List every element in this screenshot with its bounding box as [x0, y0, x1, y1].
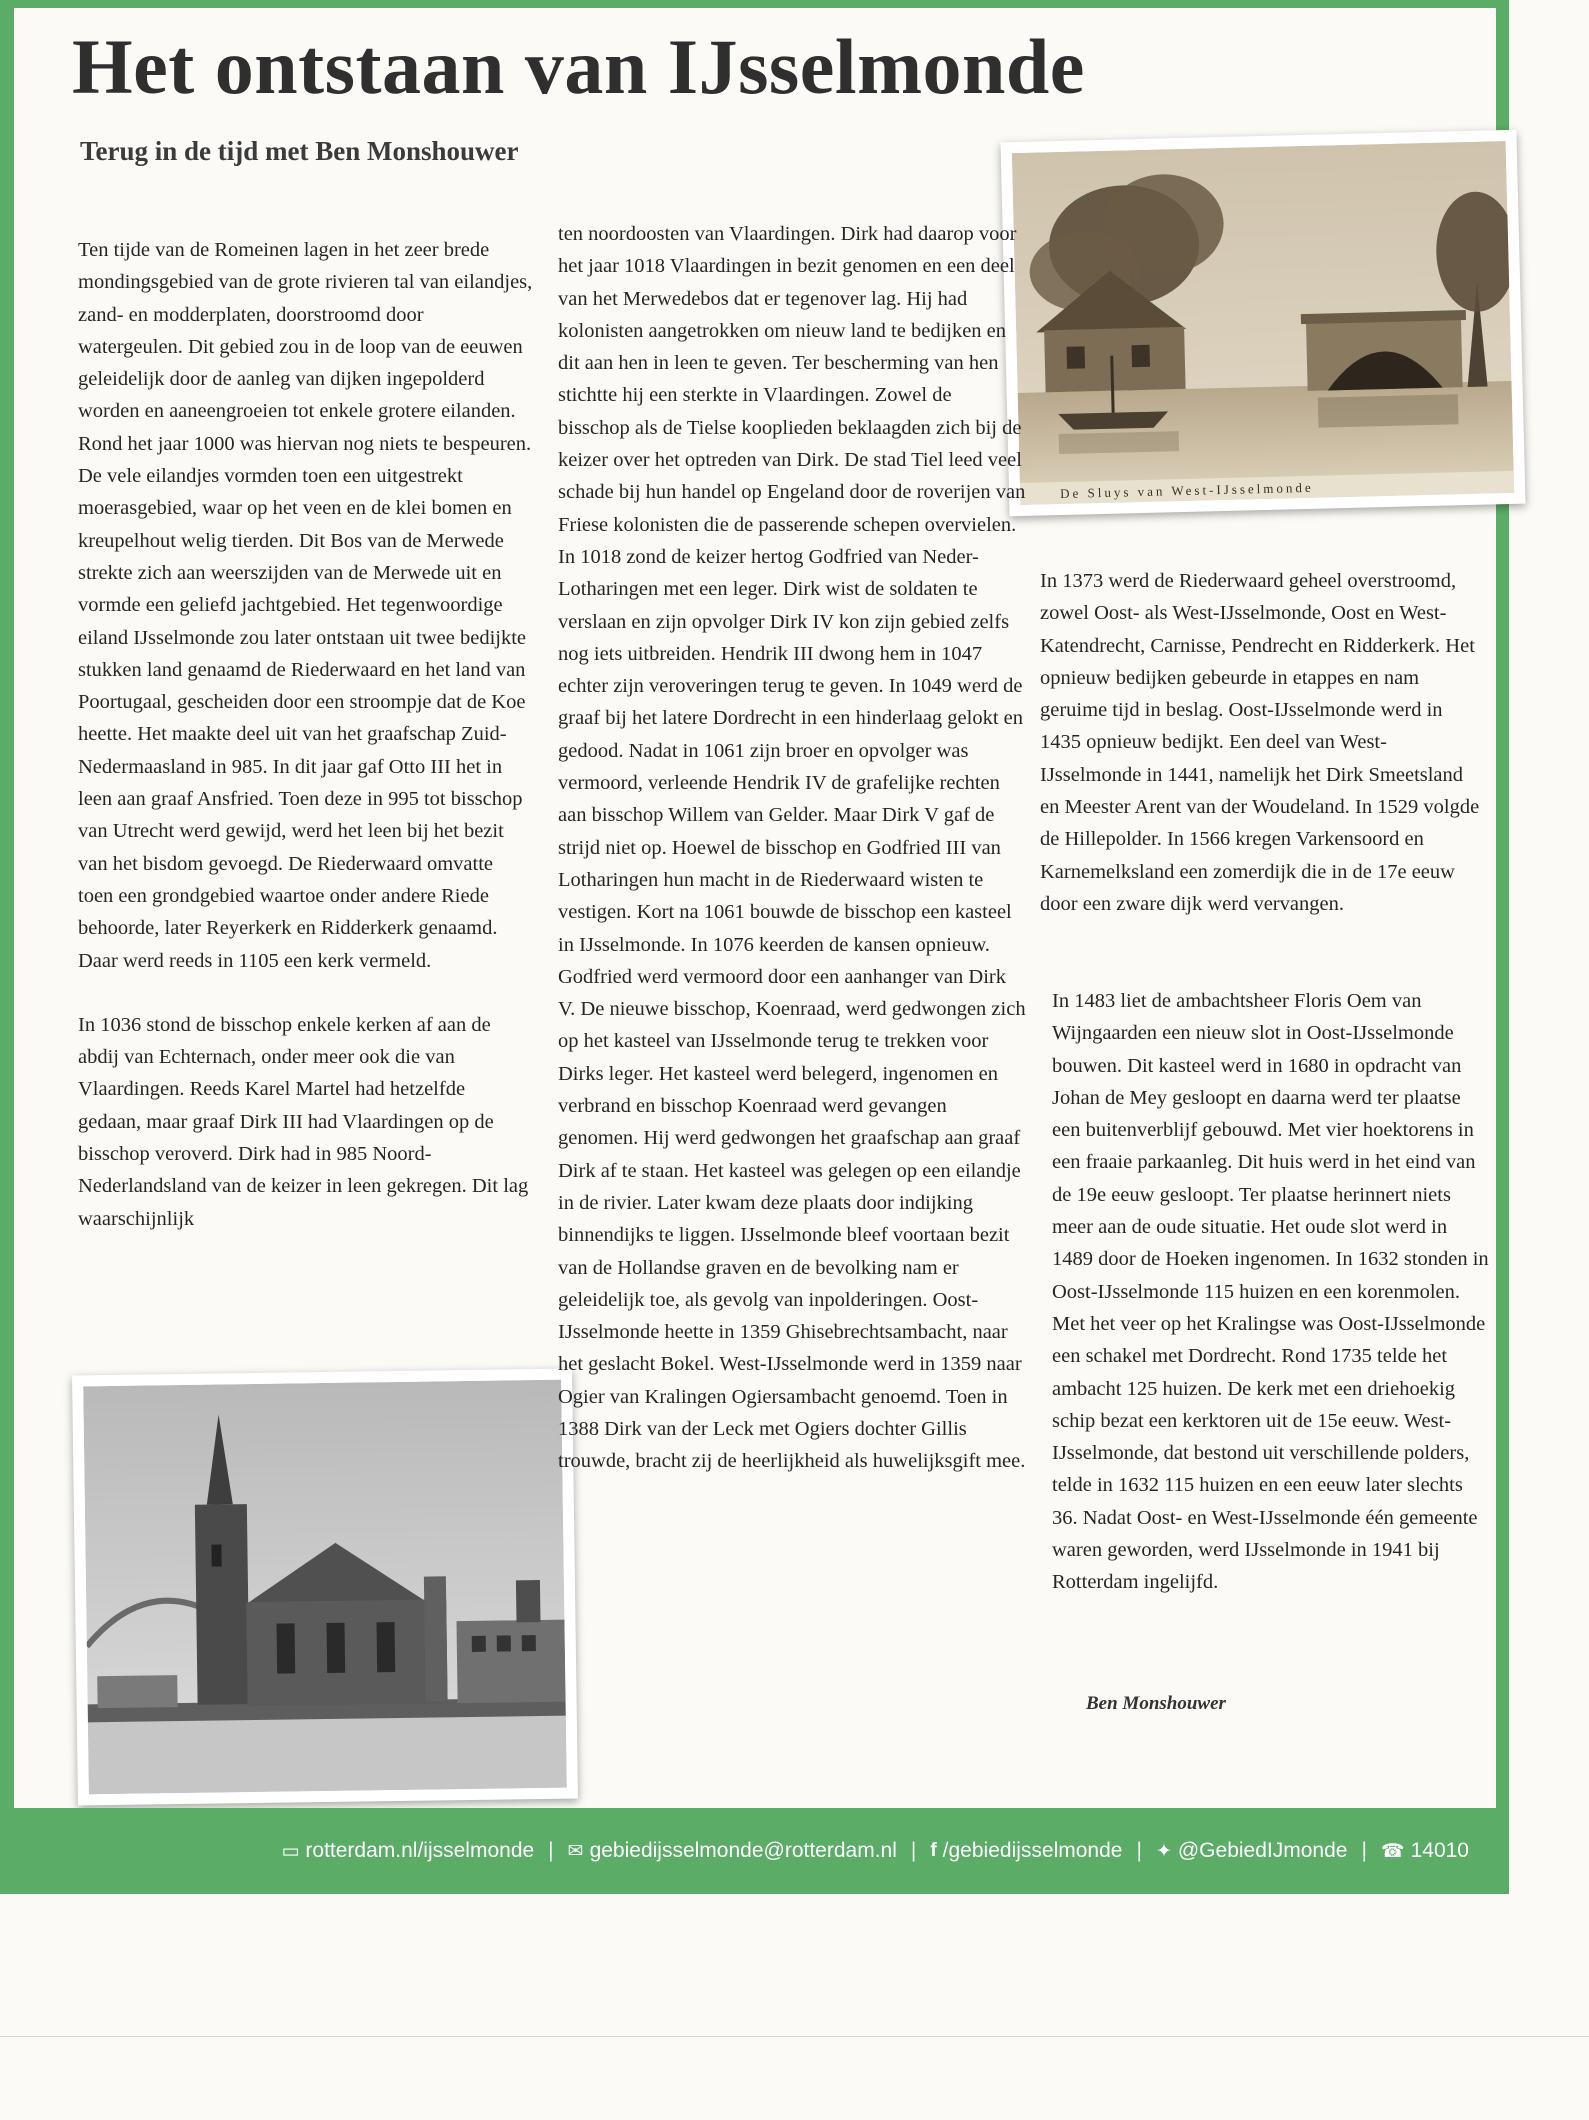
footer-separator: | — [1361, 1839, 1367, 1862]
envelope-icon: ✉ — [567, 1840, 584, 1862]
footer-separator: | — [548, 1839, 554, 1862]
left-green-border — [0, 0, 14, 1845]
page-title: Het ontstaan van IJsselmonde — [72, 23, 1085, 110]
footer-email-text: gebiedijsselmonde@rotterdam.nl — [589, 1839, 897, 1862]
footer-phone[interactable] — [1381, 1839, 1469, 1863]
photo-caption: De Sluys van West-IJsselmonde — [1059, 479, 1314, 502]
twitter-icon: ✦ — [1155, 1840, 1172, 1862]
footer-twitter[interactable] — [1156, 1839, 1348, 1863]
page-subtitle: Terug in de tijd met Ben Monshouwer — [80, 136, 519, 166]
phone-icon: ☎ — [1380, 1840, 1405, 1862]
paragraph: In 1373 werd de Riederwaard geheel overstroomd, zowel Oost- als West-IJsselmonde, Oost en West-Katendrecht, Carnisse, Pendrecht en Ridderkerk. Het opnieuw bedijken gebeurde in etappes en nam geruime tijd in beslag. Oost-IJsselmonde werd in 1435 opnieuw bedijkt. Een deel van West-IJsselmonde in 1441, namelijk het Dirk Smeetsland en Meester Arent van der Woudeland. In 1529 volgde de Hillepolder. In 1566 kregen Varkensoord en Karnemelksland een zomerdijk die in de 17e eeuw door een zware dijk werd vervangen. — [1040, 570, 1480, 915]
article-column-3 — [1040, 565, 1480, 920]
church-photo-image — [83, 1380, 567, 1795]
footer-phone-text: 14010 — [1410, 1839, 1469, 1862]
scan-edge-line — [0, 2036, 1589, 2037]
paragraph: In 1036 stond de bisschop enkele kerken af aan de abdij van Echternach, onder meer ook die van Vlaardingen. Reeds Karel Martel had hetzelfde gedaan, maar graaf Dirk III had Vlaardingen op de bisschop veroverd. Dirk had in 985 Noord-Nederlandsland van de keizer in leen gekregen. Dit lag waarschijnlijk — [78, 1013, 529, 1230]
article-column-1 — [78, 234, 533, 1235]
footer-facebook-text: /gebiedijsselmonde — [942, 1839, 1123, 1862]
facebook-icon: f — [930, 1840, 937, 1861]
footer-contact-bar — [0, 1808, 1509, 1894]
footer-separator: | — [1136, 1839, 1142, 1862]
paragraph: In 1483 liet de ambachtsheer Floris Oem van Wijngaarden een nieuw slot in Oost-IJsselmonde bouwen. Dit kasteel werd in 1680 in opdracht van Johan de Mey gesloopt en daarna werd ter plaatse een buitenverblijf gebouwd. Met vier hoektorens in een fraaie parkaanleg. Dit huis werd in het eind van de 19e eeuw gesloopt. Ter plaatse herinnert niets meer aan de oude situatie. Het oude slot werd in 1489 door de Hoeken ingenomen. In 1632 stonden in Oost-IJsselmonde 115 huizen en een korenmolen. Met het veer op het Kralingse was Oost-IJsselmonde een schakel met Dordrecht. Rond 1735 telde het ambacht 125 huizen. De kerk met een driehoekig schip bezat een kerktoren uit de 15e eeuw. West-IJsselmonde, dat bestond uit verschillende polders, telde in 1632 115 huizen en een eeuw later slechts 36. Nadat Oost- en West-IJsselmonde één gemeente waren geworden, werd IJsselmonde in 1941 bij Rotterdam ingelijfd. — [1052, 990, 1489, 1594]
footer-website[interactable] — [281, 1839, 534, 1863]
photo-church — [72, 1369, 578, 1806]
footer-website-text: rotterdam.nl/ijsselmonde — [305, 1839, 535, 1862]
top-green-border — [0, 0, 1509, 8]
article-column-2 — [558, 218, 1028, 1478]
paragraph: ten noordoosten van Vlaardingen. Dirk had daarop voor het jaar 1018 Vlaardingen in bezit genomen en een deel van het Merwedebos dat er tegenover lag. Hij had kolonisten aangetrokken om nieuw land te bedijken en dit aan hen in leen te geven. Ter bescherming van hen stichtte hij een sterkte in Vlaardingen. Zowel de bisschop als de Tielse kooplieden beklaagden zich bij de keizer over het optreden van Dirk. De stad Tiel leed veel schade bij hun handel op Engeland door de roverijen van Friese kolonisten die de passerende schepen overvielen. In 1018 zond de keizer hertog Godfried van Neder-Lotharingen met een leger. Dirk wist de soldaten te verslaan en zijn opvolger Dirk IV kon zijn gebied zelfs nog iets uitbreiden. Hendrik III dwong hem in 1047 echter zijn veroveringen terug te geven. In 1049 werd de graaf bij het latere Dordrecht in een hinderlaag gelokt en gedood. Nadat in 1061 zijn broer en opvolger was vermoord, verleende Hendrik IV de grafelijke rechten aan bisschop Willem van Gelder. Maar Dirk V gaf de strijd niet op. Hoewel de bisschop en Godfried III van Lotharingen hun macht in de Riederwaard wisten te vestigen. Kort na 1061 bouwde de bisschop een kasteel in IJsselmonde. In 1076 keerden de kansen opnieuw. Godfried werd vermoord door een aanhanger van Dirk V. De nieuwe bisschop, Koenraad, werd gedwongen zich op het kasteel van IJsselmonde terug te trekken voor Dirks leger. Het kasteel werd belegerd, ingenomen en verbrand en bisschop Koenraad werd gevangen genomen. Hij werd gedwongen het graafschap aan graaf Dirk af te staan. Het kasteel was gelegen op een eilandje in de rivier. Later kwam deze plaats door indijking binnendijks te liggen. IJsselmonde bleef voortaan bezit van de Hollandse graven en de bevolking nam er geleidelijk toe, als gevolg van inpolderingen. Oost-IJsselmonde heette in 1359 Ghisebrechtsambacht, naar het geslacht Bokel. West-IJsselmonde werd in 1359 naar Ogier van Kralingen Ogiersambacht genoemd. Toen in 1388 Dirk van der Leck met Ogiers dochter Gillis trouwde, bracht zij de heerlijkheid als huwelijksgift mee. — [558, 223, 1026, 1473]
footer-separator: | — [910, 1839, 917, 1862]
footer-facebook[interactable] — [930, 1839, 1122, 1863]
sluis-engraving-image — [1012, 141, 1514, 505]
footer-twitter-text: @GebiedIJmonde — [1177, 1839, 1348, 1862]
monitor-icon: ▭ — [281, 1840, 300, 1862]
author-signature: Ben Monshouwer — [1086, 1693, 1226, 1714]
article-column-3-continued — [1052, 985, 1492, 1599]
footer-email[interactable] — [568, 1839, 897, 1863]
photo-sluis — [1001, 130, 1526, 516]
paragraph: Ten tijde van de Romeinen lagen in het zeer brede mondingsgebied van de grote rivieren tal van eilandjes, zand- en modderplaten, doorstroomd door watergeulen. Dit gebied zou in de loop van de eeuwen geleidelijk door de aanleg van dijken ingepolderd worden en aaneengroeien tot enkele grotere eilanden. Rond het jaar 1000 was hiervan nog niets te bespeuren. De vele eilandjes vormden toen een uitgestrekt moerasgebied, waar op het veen en de klei bomen en kreupelhout welig tierden. Dit Bos van de Merwede strekte zich aan weerszijden van de Merwede uit en vormde een geliefd jachtgebied. Het tegenwoordige eiland IJsselmonde zou later ontstaan uit twee bedijkte stukken land genaamd de Riederwaard en het land van Poortugaal, gescheiden door een stroompje dat de Koe heette. Het maakte deel uit van het graafschap Zuid-Nedermaasland in 985. In dit jaar gaf Otto III het in leen aan graaf Ansfried. Toen deze in 995 tot bisschop van Utrecht werd gewijd, werd het leen bij het bezit van het bisdom gevoegd. De Riederwaard omvatte toen een grondgebied waartoe onder andere Riede behoorde, later Reyerkerk en Ridderkerk genaamd. Daar werd reeds in 1105 een kerk vermeld. — [78, 239, 533, 972]
